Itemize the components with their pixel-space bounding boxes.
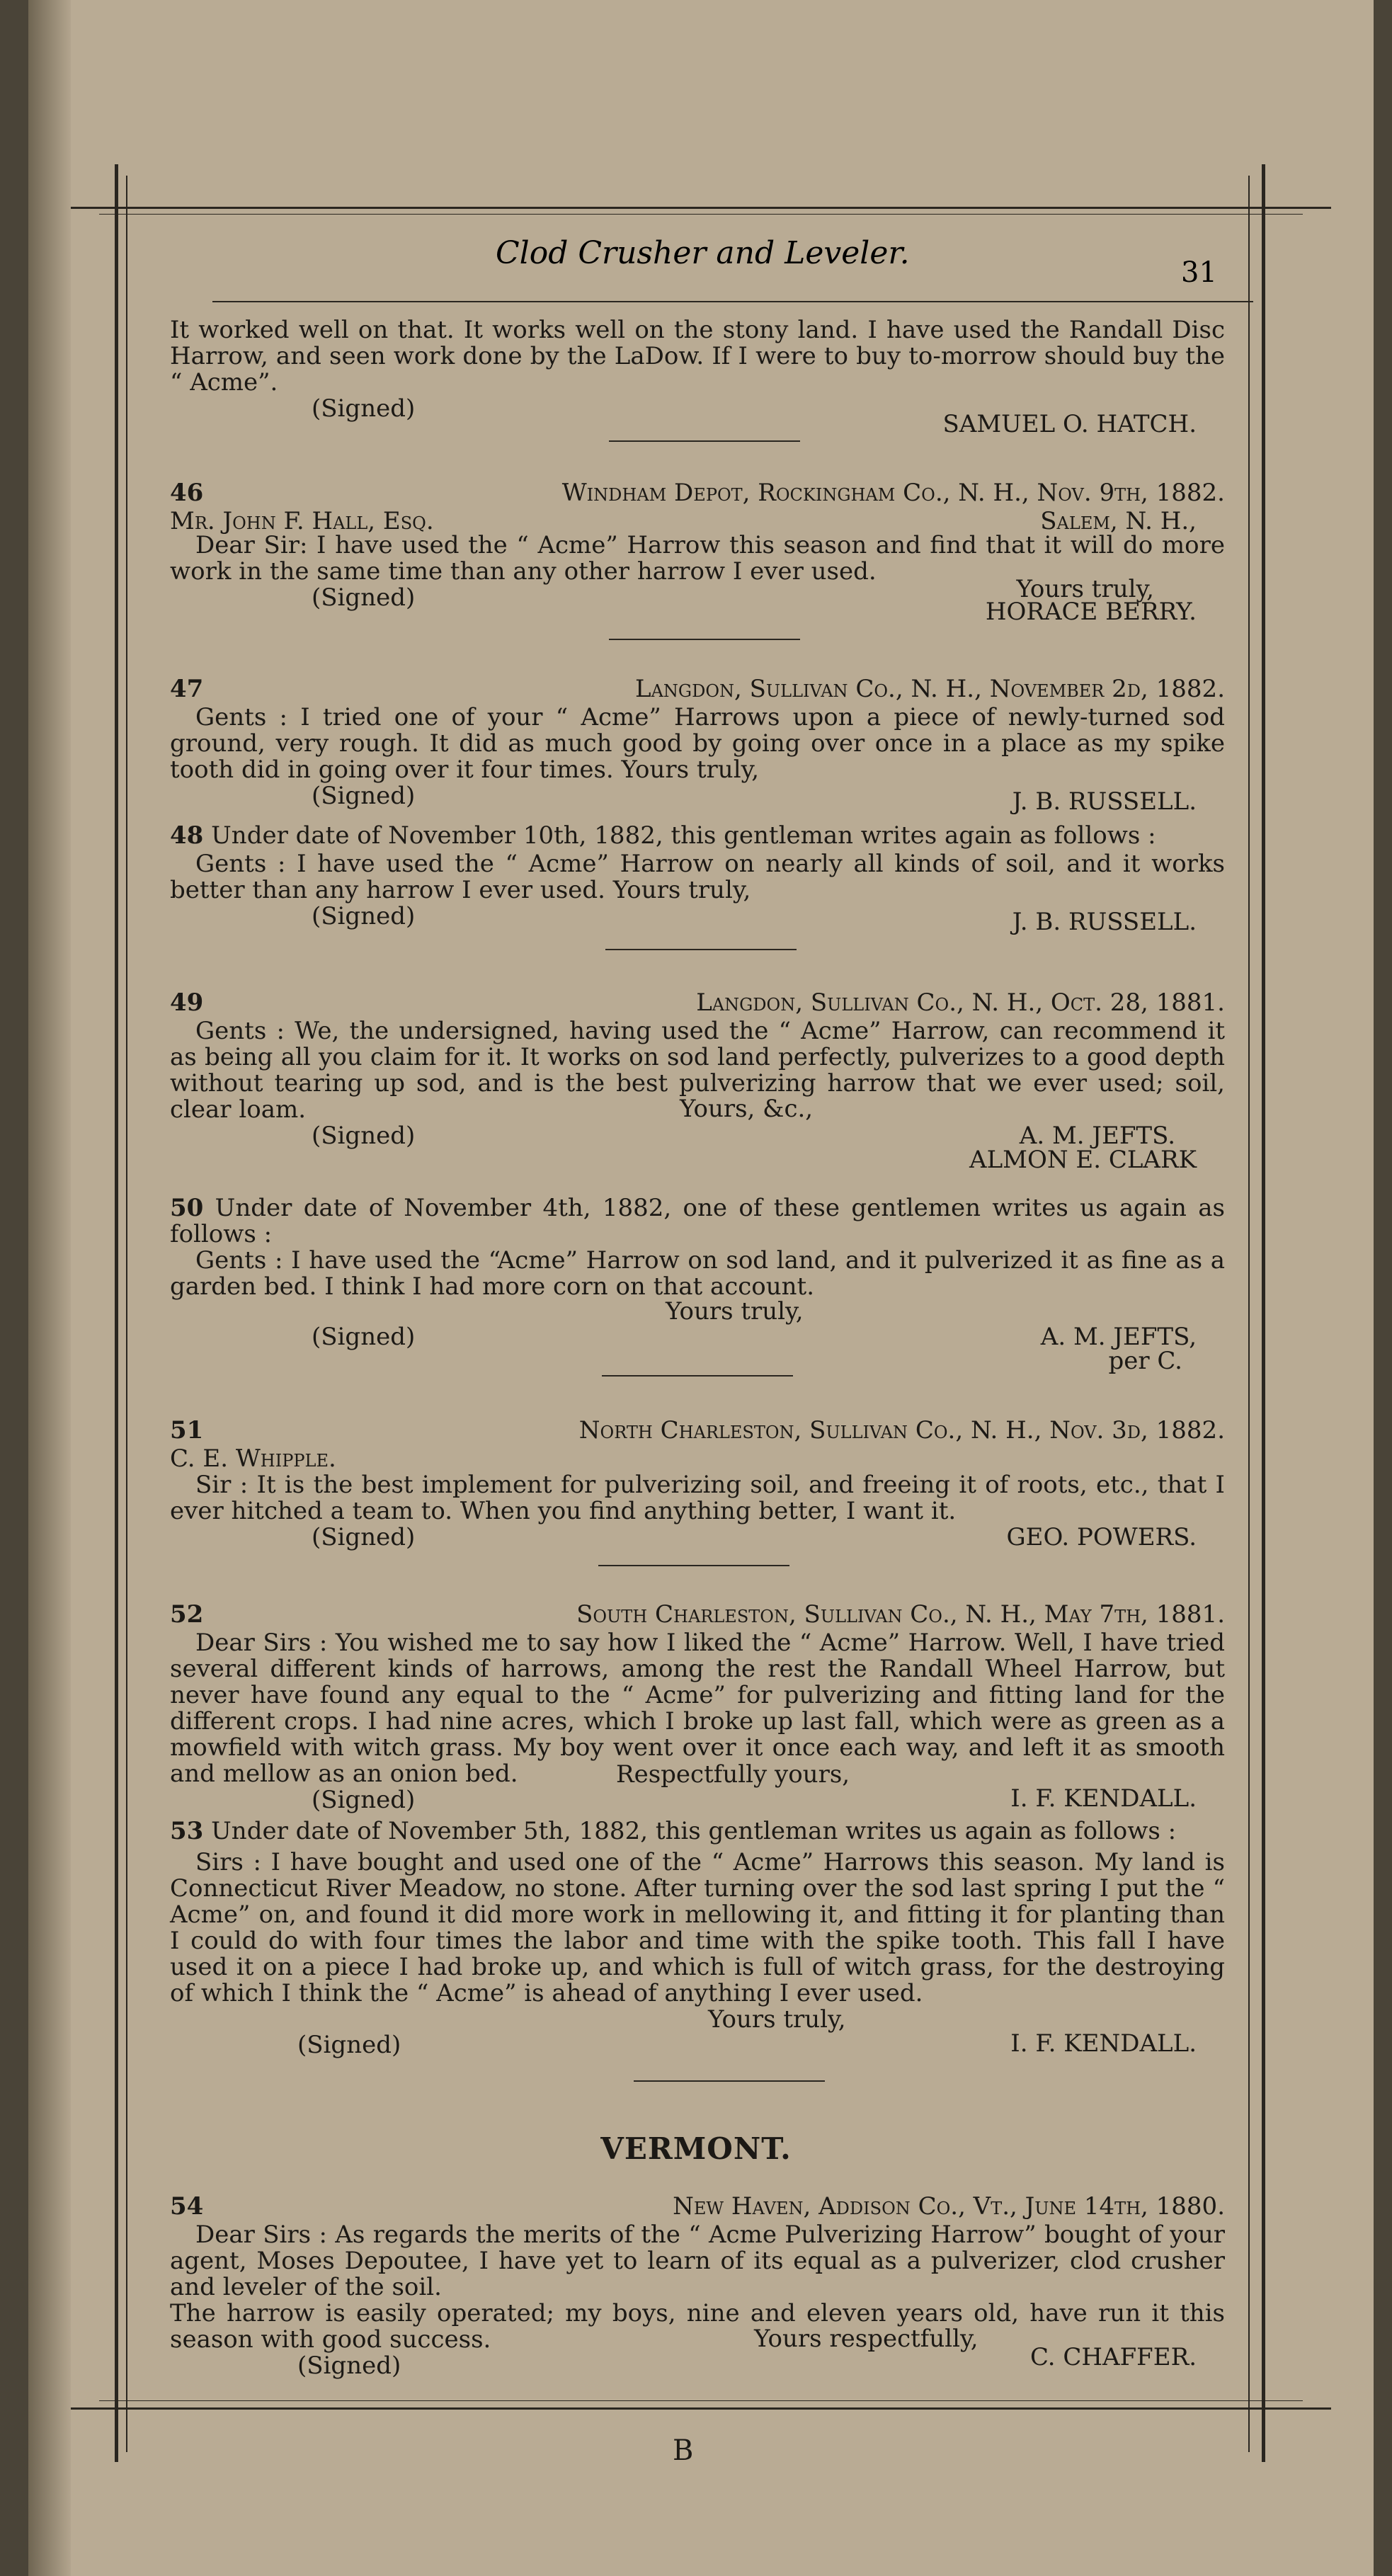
header-rule [212, 301, 1253, 302]
letter-text: Sirs : I have bought and used one of the “ Acme” Harrows this season. My land is Connecticut River Meadow, no stone. After turning over the sod last spring I put the “ Acme” on, and found it did more work in mellowing it, and fitting it for planting than I could do with four times the labor and time with the spike tooth. This fall I have used it on a piece I had broke up, and which is full of witch grass, for the destroying of which I think the “ Acme” is ahead of anything I ever used. [170, 1848, 1225, 2007]
letter-54 [170, 2194, 1225, 2381]
closing: Yours respectfully, [754, 2325, 979, 2353]
signer-name: GEO. POWERS. [1006, 1523, 1197, 1551]
closing: Yours truly, [1016, 575, 1154, 603]
signer-name: SAMUEL O. HATCH. [942, 410, 1197, 438]
bottom-border-rule-thin [99, 2400, 1303, 2401]
signer-name: J. B. RUSSELL. [1012, 787, 1197, 816]
letter-text: Sir : It is the best implement for pulverizing soil, and freeing it of roots, etc., that I ever hitched a team to. When you find anything better, I want it. [170, 1471, 1225, 1525]
letter-51 [170, 1418, 1225, 1553]
signed-label: (Signed) [297, 2352, 401, 2380]
entry-number: 46 [170, 479, 204, 507]
letter-46 [170, 479, 1225, 626]
entry-number: 49 [170, 988, 204, 1017]
intro-text: It worked well on that. It works well on the stony land. I have used the Randall Disc Harrow, and seen work done by the LaDow. If I were to buy to-morrow should buy the “ Acme”. [170, 316, 1225, 397]
entry-intro: Under date of November 10th, 1882, this gentleman writes again as follows : [211, 821, 1156, 850]
letter-49 [170, 990, 1225, 1173]
book-spine-edge [28, 0, 71, 2576]
intro-block [170, 316, 1225, 438]
signed-label: (Signed) [312, 394, 416, 423]
signed-label: (Signed) [312, 1523, 416, 1551]
letter-text: Dear Sir: I have used the “ Acme” Harrow this season and find that it will do more work in the same time than any other harrow I ever used. [170, 531, 1225, 586]
signer-name: A. M. JEFTS. [1019, 1122, 1175, 1150]
letter-text: Gents : I tried one of your “ Acme” Harrows upon a piece of newly-turned sod ground, very rough. It did as much good by going over once in a place as my spike tooth did in going over it four times. Yours truly, [170, 703, 1225, 784]
addressee: Mr. John F. Hall, Esq. [170, 507, 434, 535]
letter-text: Dear Sirs : As regards the merits of the “ Acme Pulverizing Harrow” bought of your agent, Moses Depoutee, I have yet to learn of its equal as a pulverizer, clod crusher and leveler of the soil. [170, 2221, 1225, 2301]
signer-name: I. F. KENDALL. [1010, 2029, 1197, 2058]
page-number: 31 [1181, 256, 1217, 289]
signed-label: (Signed) [312, 902, 416, 930]
separator [602, 1375, 793, 1377]
running-head: Clod Crusher and Leveler. [496, 235, 910, 271]
section-heading: VERMONT. [600, 2131, 792, 2166]
separator [634, 2080, 825, 2082]
entry-number: 54 [170, 2192, 204, 2221]
signed-label: (Signed) [312, 1786, 416, 1814]
signed-label: (Signed) [312, 583, 416, 612]
letter-text: Gents : We, the undersigned, having used the “ Acme” Harrow, can recommend it as being all you claim for it. It works on sod land perfectly, pulverizes to a good depth without tearing up sod, and is the best pulverizing harrow that we ever used; soil, clear loam. [170, 1017, 1225, 1124]
signed-label: (Signed) [312, 782, 416, 810]
letter-47 [170, 675, 1225, 816]
closing: Yours, &c., [680, 1095, 814, 1123]
entry-place: Windham Depot, Rockingham Co., N. H., Nov. 9th, 1882. [561, 479, 1225, 507]
signed-label: (Signed) [312, 1323, 416, 1351]
intro-signature [170, 394, 1225, 438]
separator [609, 639, 800, 640]
signer-name: I. F. KENDALL. [1010, 1784, 1197, 1813]
signed-label: (Signed) [297, 2031, 401, 2059]
entry-number: 53 [170, 1817, 204, 1845]
addressee: C. E. Whipple. [170, 1444, 336, 1473]
signer-name: HORACE BERRY. [985, 598, 1197, 626]
entry-place: Langdon, Sullivan Co., N. H., Oct. 28, 1881. [696, 988, 1225, 1017]
letter-48 [170, 821, 1225, 936]
letter-52 [170, 1602, 1225, 1816]
signed-label: (Signed) [312, 1122, 416, 1150]
closing: Yours truly, [708, 2005, 846, 2034]
separator [598, 1565, 789, 1566]
entry-number: 47 [170, 675, 204, 703]
separator [605, 949, 797, 950]
entry-number: 50 [170, 1194, 204, 1222]
entry-intro: Under date of November 5th, 1882, this gentleman writes us again as follows : [211, 1817, 1177, 1845]
separator [609, 440, 800, 442]
letter-53 [170, 1817, 1225, 2059]
letter-50 [170, 1194, 1225, 1375]
closing: Respectfully yours, [616, 1760, 850, 1789]
signer-name: A. M. JEFTS, [1040, 1323, 1197, 1351]
signature-mark: B [673, 2434, 694, 2467]
entry-number: 48 [170, 821, 204, 850]
entry-intro-line [170, 1195, 1225, 1248]
entry-place: Langdon, Sullivan Co., N. H., November 2d, 1882. [635, 675, 1225, 703]
signature [170, 1760, 1225, 1816]
signature [170, 902, 1225, 936]
entry-place: New Haven, Addison Co., Vt., June 14th, 1880. [673, 2192, 1225, 2221]
entry-number: 52 [170, 1600, 204, 1629]
signature [170, 1095, 1225, 1174]
signer-name-2: per C. [1108, 1347, 1182, 1375]
signer-name: J. B. RUSSELL. [1012, 908, 1197, 936]
bottom-border-rule [71, 2407, 1331, 2410]
entry-number: 51 [170, 1416, 204, 1444]
signature [170, 782, 1225, 816]
signature [170, 575, 1225, 626]
closing: Yours truly, [666, 1297, 804, 1326]
letter-text: Dear Sirs : You wished me to say how I liked the “ Acme” Harrow. Well, I have tried several different kinds of harrows, among the rest the Randall Wheel Harrow, but never have found any equal to the “ Acme” for pulverizing and fitting land for the different crops. I had nine acres, which I broke up last fall, which were as green as a mowfield with witch grass. My boy went over it once each way, and left it as smooth and mellow as an onion bed. [170, 1629, 1225, 1788]
signature [170, 1297, 1225, 1375]
letter-text: Gents : I have used the “ Acme” Harrow on nearly all kinds of soil, and it works better than any harrow I ever used. Yours truly, [170, 850, 1225, 904]
entry-place: South Charleston, Sullivan Co., N. H., May 7th, 1881. [576, 1600, 1225, 1629]
signature [170, 2005, 1225, 2059]
entry-intro: Under date of November 4th, 1882, one of these gentlemen writes us again as follows : [170, 1194, 1225, 1248]
entry-place: North Charleston, Sullivan Co., N. H., Nov. 3d, 1882. [578, 1416, 1225, 1444]
addressee-place: Salem, N. H., [1040, 507, 1197, 535]
letter-text-2: The harrow is easily operated; my boys, nine and eleven years old, have run it this season with good success. [170, 2299, 1225, 2354]
signer-name: C. CHAFFER. [1029, 2343, 1197, 2371]
signature [170, 1524, 1225, 1553]
signer-name-2: ALMON E. CLARK [969, 1146, 1197, 1174]
letter-text: Gents : I have used the “Acme” Harrow on sod land, and it pulverized it as fine as a garden bed. I think I had more corn on that account. [170, 1246, 1225, 1301]
